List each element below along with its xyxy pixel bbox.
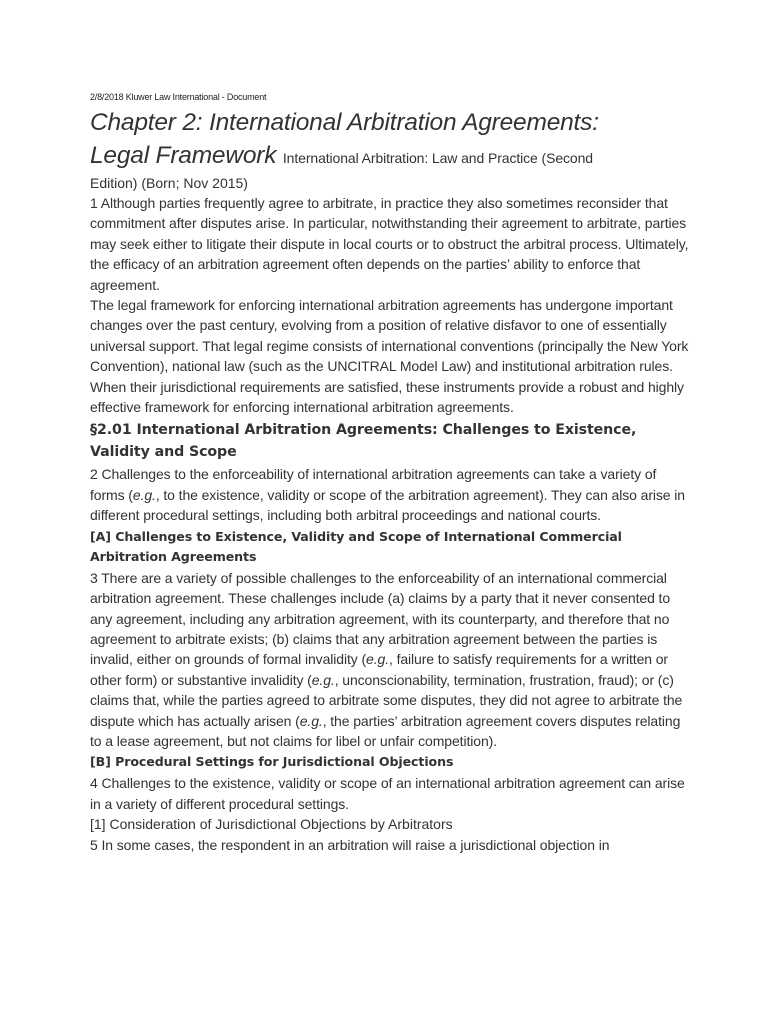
paragraph-3-text-d: , the parties’ arbitration agreement covers disputes relating to a lease agreement, but not claims for libel or unfair competition). <box>90 712 681 749</box>
document-page <box>90 90 690 855</box>
print-header: 2/8/2018 Kluwer Law International - Document <box>90 92 267 102</box>
paragraph-1: 1 Although parties frequently agree to arbitrate, in practice they also sometimes reconsider that commitment after disputes arise. In particular, notwithstanding their agreement to arbitrate, parties may seek either to litigate their dispute in local courts or to obstruct the arbitral process. Ultimately, the efficacy of an arbitration agreement often depends on the parties’ ability to enforce that agreement. <box>90 195 689 293</box>
paragraph-3 <box>90 568 690 752</box>
paragraph-1-continued: The legal framework for enforcing international arbitration agreements has undergone important changes over the past century, evolving from a position of relative disfavor to one of essentially universal support. That legal regime consists of international conventions (principally the New York Convention), national law (such as the UNCITRAL Model Law) and institutional arbitration rules. When their jurisdictional requirements are satisfied, these instruments provide a robust and highly effective framework for enforcing international arbitration agreements. <box>90 297 689 416</box>
source-citation-part2: Edition) (Born; Nov 2015) <box>90 175 248 191</box>
paragraph-3-text-b: , failure to satisfy requirements for a written or other form) or substantive invalidity ( <box>90 651 668 688</box>
subheading-a: [A] Challenges to Existence, Validity and Scope of International Commercial Arbitration Agreements <box>90 528 622 564</box>
paragraph-2 <box>90 464 690 525</box>
chapter-title <box>90 106 690 175</box>
chapter-title-line1: Chapter 2: International Arbitration Agreements: <box>90 109 599 136</box>
paragraph-3-eg-1: e.g. <box>366 651 389 668</box>
chapter-title-line2: Legal Framework <box>90 142 277 169</box>
source-citation-part1: International Arbitration: Law and Practice (Second <box>282 150 593 166</box>
paragraph-3-text-c: , unconscionability, termination, frustration, fraud); or (c) claims that, while the parties agreed to arbitrate some disputes, they did not agree to arbitrate the dispute which has actually arisen ( <box>90 671 683 729</box>
paragraph-3-text-a: 3 There are a variety of possible challenges to the enforceability of an international commercial arbitration agreement. These challenges include (a) claims by a party that it never consented to any agreement, including any arbitration agreement, with its counterparty, and therefore that no agreement to arbitrate exists; (b) claims that any arbitration agreement between the parties is invalid, either on grounds of formal invalidity ( <box>90 569 671 668</box>
section-heading-2-01: §2.01 International Arbitration Agreements: Challenges to Existence, Validity and Scope <box>90 422 637 461</box>
paragraph-5: 5 In some cases, the respondent in an arbitration will raise a jurisdictional objection in <box>90 836 610 853</box>
paragraph-2-text-b: , to the existence, validity or scope of the arbitration agreement). They can also arise in different procedural settings, including both arbitral proceedings and national courts. <box>90 486 685 524</box>
paragraph-2-eg: e.g. <box>132 486 156 503</box>
subheading-b-1: [1] Consideration of Jurisdictional Objections by Arbitrators <box>90 816 453 833</box>
paragraph-4: 4 Challenges to the existence, validity or scope of an international arbitration agreement can arise in a variety of different procedural settings. <box>90 775 685 812</box>
subheading-b: [B] Procedural Settings for Jurisdictional Objections <box>90 754 454 770</box>
paragraph-3-eg-3: e.g. <box>299 712 323 729</box>
paragraph-3-eg-2: e.g. <box>311 671 335 688</box>
paragraph-2-text-a: 2 Challenges to the enforceability of international arbitration agreements can take a variety of forms ( <box>90 466 657 503</box>
